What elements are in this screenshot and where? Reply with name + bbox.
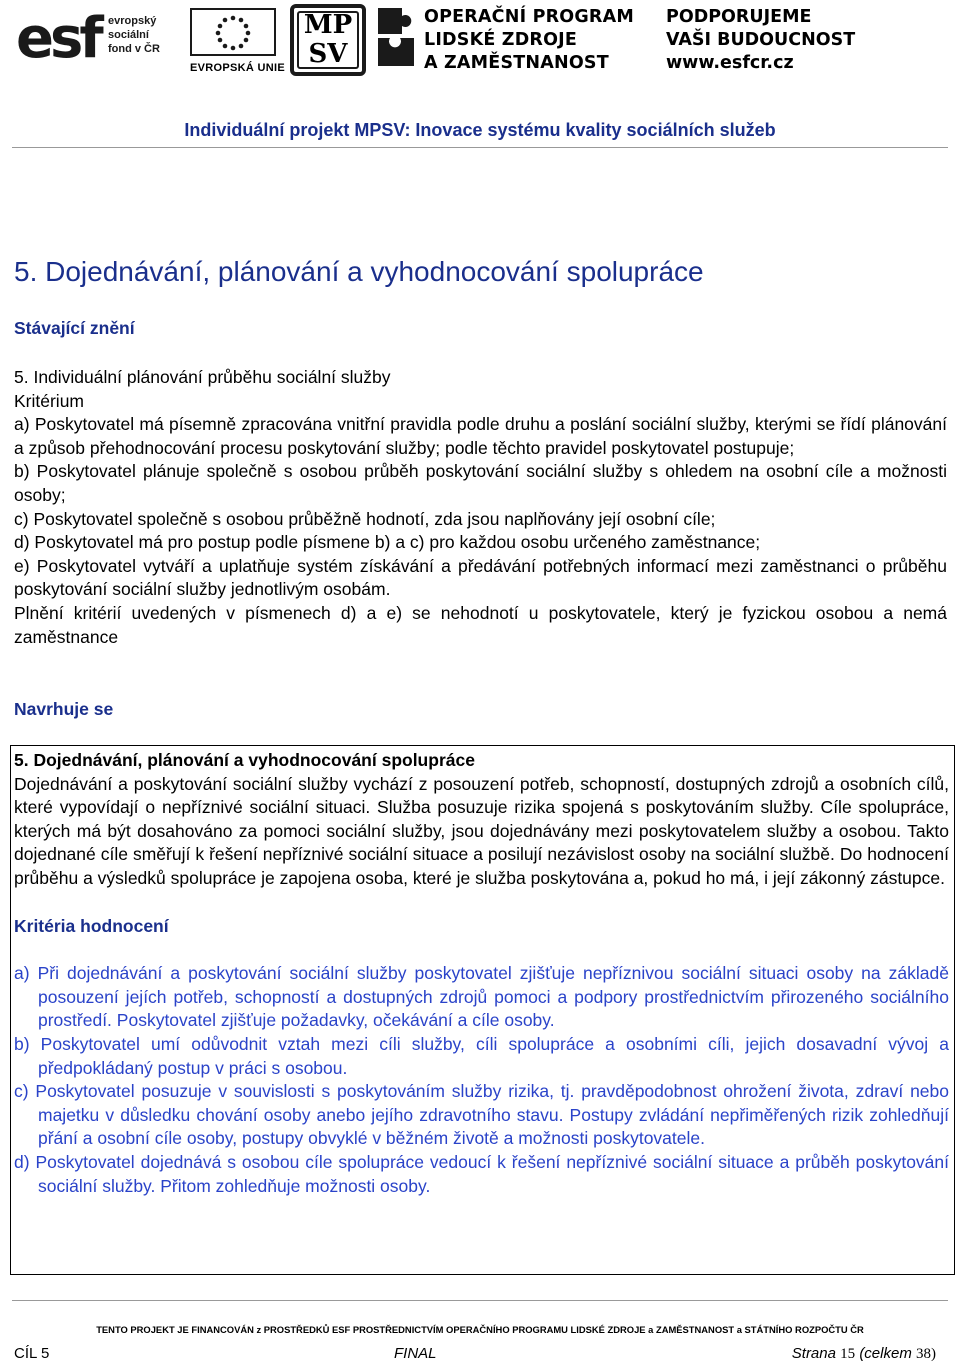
page-heading: 5. Dojednávání, plánování a vyhodnocování spolupráce [14, 256, 704, 287]
oplzz-line: LIDSKÉ ZDROJE [424, 30, 578, 50]
mpsv-logo [290, 4, 366, 76]
oplzz-line: A ZAMĚSTNANOST [424, 53, 609, 73]
header-logos [12, 0, 952, 80]
eu-logo [190, 8, 285, 76]
current-line: Plnění kritérií uvedených v písmenech d) a e) se nehodnotí u poskytovatele, který je fyzickou osobou a nemá zaměstnance [14, 602, 947, 647]
slogan-line: PODPORUJEME [666, 7, 812, 27]
project-title: Individuální projekt MPSV: Inovace systému kvality sociálních služeb [184, 120, 776, 140]
page-total: 38) [916, 1346, 936, 1362]
page-label: Strana [791, 1345, 836, 1362]
footer-goal: CÍL 5 [14, 1345, 50, 1362]
footer-divider [12, 1300, 948, 1301]
esf-logo-subtext [108, 14, 160, 56]
esf-line: fond v ČR [108, 43, 160, 55]
criteria-item: c) Poskytovatel posuzuje v souvislosti s poskytováním služby rizika, tj. pravděpodobnost ohrožení života, zdraví nebo majetku v důsledku chování osoby anebo jejího zdravotního stavu. Postupy zvládání nepřiměřených rizik zohledňují přání a osobní cíle osoby, postupy obvyklé v běžném životě a možnosti poskytovatele. [14, 1081, 949, 1149]
current-line: Kritérium [14, 390, 85, 411]
footer-status: FINAL [394, 1345, 437, 1362]
criteria-item: d) Poskytovatel dojednává s osobou cíle spolupráce vedoucí k řešení nepříznivé sociální situace a průběh poskytování sociální služby. Přitom zohledňuje možnosti osoby. [14, 1151, 949, 1196]
page-footer [14, 1345, 946, 1365]
mpsv-text-top: MP [303, 10, 353, 40]
oplzz-logo-text [424, 6, 634, 75]
proposal-content [14, 749, 949, 1198]
current-line: b) Poskytovatel plánuje společně s osobou průběh poskytování sociální služby s ohledem na osobní cíle a možnosti osoby; [14, 461, 947, 505]
header-divider [12, 147, 948, 148]
criteria-item: a) Při dojednávání a poskytování sociální služby poskytovatel zjišťuje nepříznivou sociální situaci osoby na základě posouzení jejích potřeb, schopností a dostupných zdrojů pomoci a podpory prostřednictvím přirozeného sociálního prostředí. Poskytovatel zjišťuje požadavky, očekávání a cíle osoby. [14, 963, 949, 1031]
slogan-line: VAŠI BUDOUCNOST [666, 30, 856, 50]
criteria-item: b) Poskytovatel umí odůvodnit vztah mezi cíli služby, cíli spolupráce a osobními cíli, jejich dosavadní vývoj a předpokládaný postup v práci s osobou. [14, 1033, 949, 1078]
criteria-label: Kritéria hodnocení [14, 915, 169, 936]
proposal-box [10, 745, 955, 1275]
oplzz-line: OPERAČNÍ PROGRAM [424, 7, 634, 27]
total-label: (celkem [859, 1345, 912, 1362]
eu-logo-text: EVROPSKÁ UNIE [190, 62, 285, 74]
proposal-body: Dojednávání a poskytování sociální služby vychází z posouzení potřeb, schopností, dostupných zdrojů a osobních cílů, které vypovídají o nepříznivé sociální situaci. Služba posuzuje rizika spojená s poskytováním služby. Cíle spolupráce, kterých má být dosahováno za pomoci sociální služby, jsou dojednávány mezi poskytovatelem služby a osobou. Takto dojednané cíle směřují k řešení nepříznivé sociální situace a posilují nezávislost osoby na sociální službě. Do hodnocení průběhu a výsledků spolupráce je zapojena osoba, které je služba poskytována a, pokud ho má, i její zákonný zástupce. [14, 773, 949, 888]
current-version-label: Stávající znění [14, 318, 135, 338]
current-line: 5. Individuální plánování průběhu sociální služby [14, 367, 391, 387]
current-line: e) Poskytovatel vytváří a uplatňuje systém získávání a předávání potřebných informací mezi zaměstnanci o průběhu poskytování sociální služby jednotlivým osobám. [14, 555, 947, 600]
mpsv-text-bottom: SV [308, 39, 348, 69]
proposal-label: Navrhuje se [14, 699, 114, 719]
esf-logo-text: esf [16, 6, 100, 71]
funding-notice: TENTO PROJEKT JE FINANCOVÁN z PROSTŘEDKŮ ESF PROSTŘEDNICTVÍM OPERAČNÍHO PROGRAMU LIDSKÉ ZDROJE a ZAMĚSTNANOST a STÁTNÍHO ROZPOČTU ČR [96, 1324, 864, 1335]
current-version-text [14, 366, 947, 649]
page-number [792, 1345, 936, 1363]
current-line: c) Poskytovatel společně s osobou průběžně hodnotí, zda jsou naplňovány její osobní cíle; [14, 508, 716, 529]
esf-logo [16, 4, 186, 76]
proposal-title: 5. Dojednávání, plánování a vyhodnocování spolupráce [14, 750, 475, 770]
slogan-logo-text [666, 6, 855, 75]
oplzz-puzzle-icon [374, 2, 418, 72]
page-current: 15 [840, 1346, 856, 1362]
current-line: d) Poskytovatel má pro postup podle písmene b) a c) pro každou osobu určeného zaměstnance; [14, 532, 761, 553]
eu-stars-icon [190, 8, 276, 56]
current-line: a) Poskytovatel má písemně zpracována vnitřní pravidla podle druhu a poslání sociální služby, kterými se řídí plánování a způsob přehodnocování procesu poskytování služby; podle těchto pravidel poskytovatel postupuje; [14, 414, 947, 458]
criteria-list [14, 962, 949, 1198]
slogan-url: www.esfcr.cz [666, 53, 794, 73]
esf-line: sociální [108, 29, 149, 41]
esf-line: evropský [108, 15, 157, 27]
